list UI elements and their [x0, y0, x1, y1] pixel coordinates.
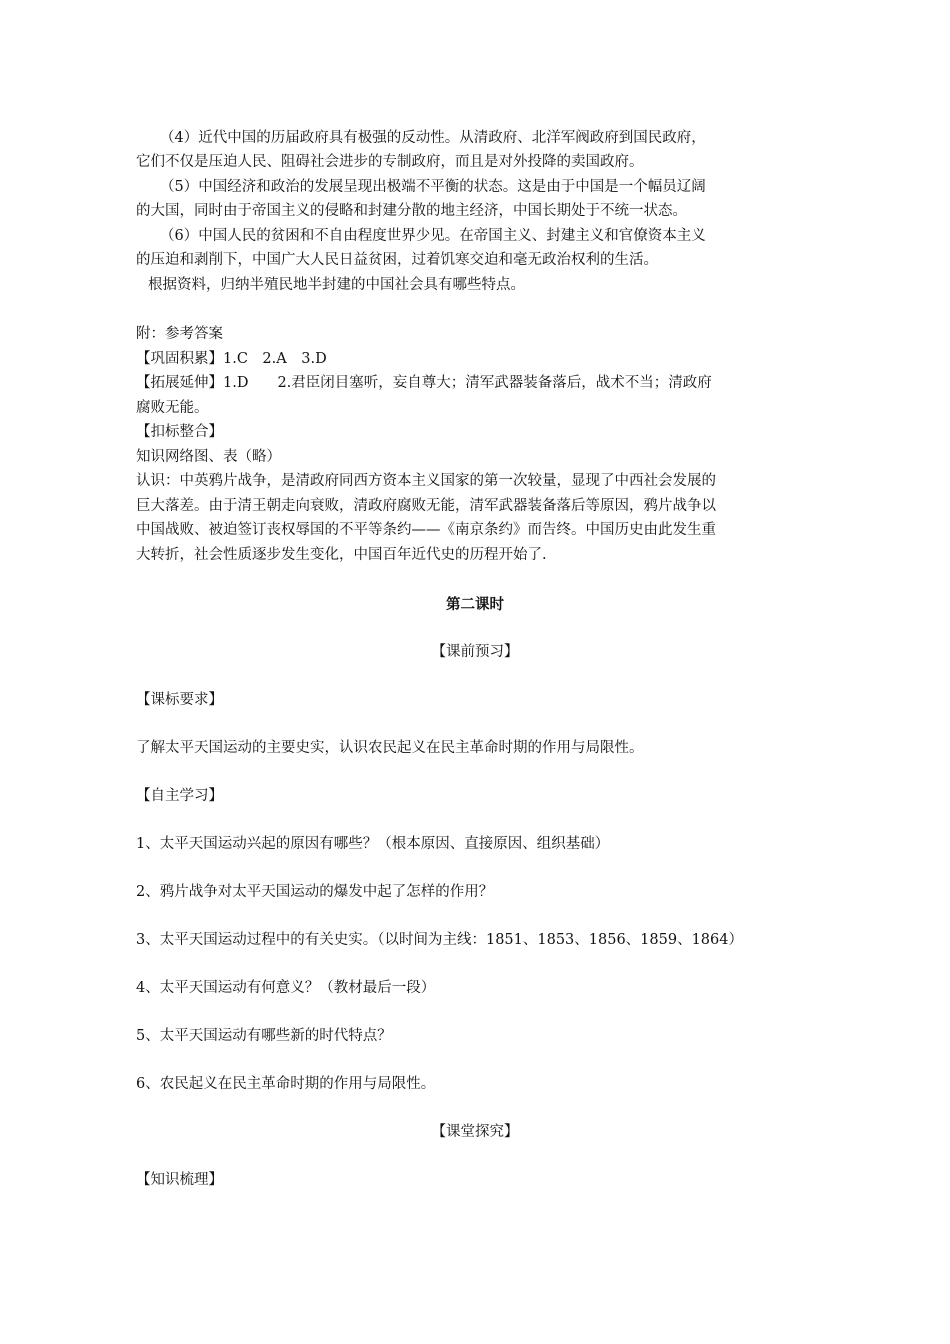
paragraph-5-line-1: （5）中国经济和政治的发展呈现出极端不平衡的状态。这是由于中国是一个幅员辽阔	[160, 179, 706, 195]
paragraph-4-line-2: 它们不仅是压迫人民、阻碍社会进步的专制政府，而且是对外投降的卖国政府。	[136, 154, 644, 170]
answer-renshi-line-2: 巨大落差。由于清王朝走向衰败，清政府腐败无能，清军武器装备落后等原因，鸦片战争以	[136, 498, 716, 514]
list-item: 3、太平天国运动过程中的有关史实。（以时间为主线：1851、1853、1856、1859、1864）	[136, 932, 743, 948]
answers-heading: 附：参考答案	[136, 326, 223, 342]
answer-renshi-line-4: 大转折，社会性质逐步发生变化，中国百年近代史的历程开始了.	[136, 547, 547, 563]
section-kbyq: 【课标要求】	[136, 692, 223, 708]
section-ktty: 【课堂探究】	[431, 1124, 519, 1140]
answer-gonggu: 【巩固积累】1.C 2.A 3.D	[136, 351, 327, 367]
question-text: 根据资料，归纳半殖民地半封建的中国社会具有哪些特点。	[148, 277, 525, 293]
answer-renshi-line-1: 认识：中英鸦片战争，是清政府同西方资本主义国家的第一次较量，显现了中西社会发展的	[136, 473, 716, 489]
section-kqyx: 【课前预习】	[431, 644, 519, 660]
kbyq-text: 了解太平天国运动的主要史实，认识农民起义在民主革命时期的作用与局限性。	[136, 740, 644, 756]
answer-tuozhan-line-1: 【拓展延伸】1.D 2.君臣闭目塞听，妄自尊大；清军武器装备落后，战术不当；清政府	[136, 375, 712, 391]
list-item: 5、太平天国运动有哪些新的时代特点？	[136, 1028, 392, 1044]
answer-tuozhan-line-2: 腐败无能。	[136, 400, 209, 416]
list-item: 4、太平天国运动有何意义？（教材最后一段）	[136, 980, 436, 996]
section-zzxx: 【自主学习】	[136, 788, 223, 804]
list-item: 2、鸦片战争对太平天国运动的爆发中起了怎样的作用？	[136, 884, 494, 900]
paragraph-4-line-1: （4）近代中国的历届政府具有极强的反动性。从清政府、北洋军阀政府到国民政府，	[160, 130, 706, 146]
section-zssl: 【知识梳理】	[136, 1172, 223, 1188]
paragraph-6-line-1: （6）中国人民的贫困和不自由程度世界少见。在帝国主义、封建主义和官僚资本主义	[160, 228, 706, 244]
answer-koubiao: 【扣标整合】	[136, 424, 223, 440]
answer-wangluo: 知识网络图、表（略）	[136, 449, 281, 465]
lesson-title: 第二课时	[446, 596, 504, 613]
paragraph-6-line-2: 的压迫和剥削下，中国广大人民日益贫困，过着饥寒交迫和毫无政治权利的生活。	[136, 252, 658, 268]
answer-renshi-line-3: 中国战败、被迫签订丧权辱国的不平等条约——《南京条约》而告终。中国历史由此发生重	[136, 522, 716, 538]
list-item: 6、农民起义在民主革命时期的作用与局限性。	[136, 1076, 436, 1092]
list-item: 1、太平天国运动兴起的原因有哪些？（根本原因、直接原因、组织基础）	[136, 836, 610, 852]
paragraph-5-line-2: 的大国，同时由于帝国主义的侵略和封建分散的地主经济，中国长期处于不统一状态。	[136, 203, 687, 219]
